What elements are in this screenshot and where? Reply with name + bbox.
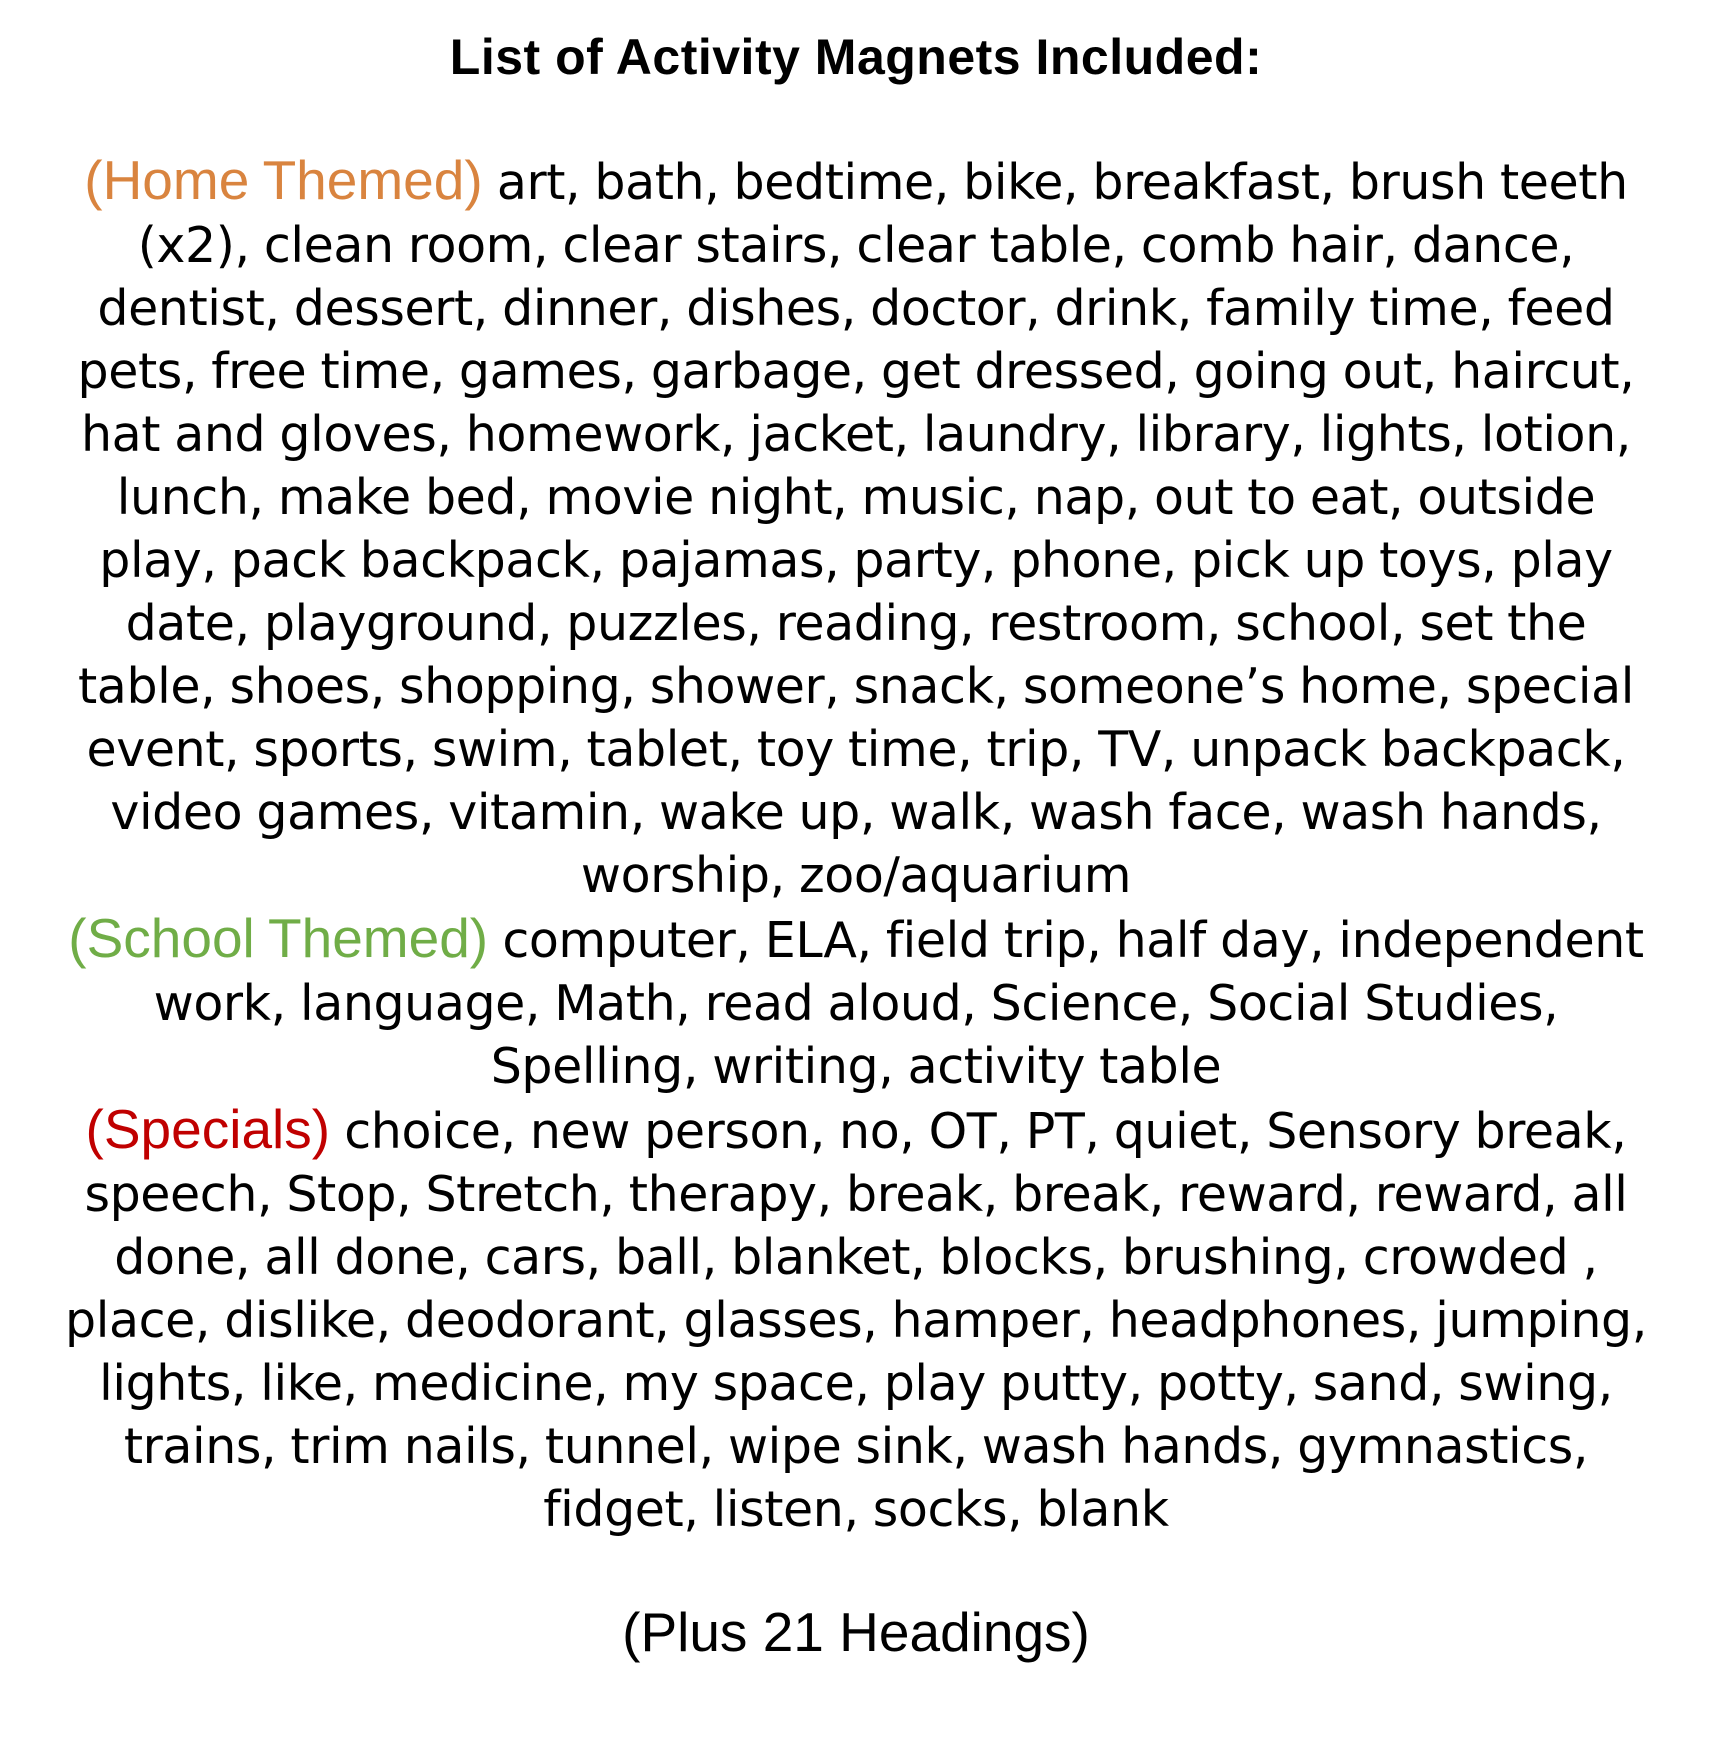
specials-items: choice, new person, no, OT, PT, quiet, Sensory break, speech, Stop, Stretch, therapy, break, break, reward, reward, all done, all done, cars, ball, blanket, blocks, brushing, crowded , place, dislike, deodorant, glasses, hamper, headphones, jumping, lights, like, medicine, my space, play putty, potty, sand, swing, trains, trim nails, tunnel, wipe sink, wash hands, gymnastics, fidget, listen, socks, blank — [65, 1103, 1647, 1538]
headings-count-note: (Plus 21 Headings) — [622, 1601, 1090, 1663]
home-themed-heading: (Home Themed) — [84, 149, 483, 211]
school-themed-section — [62, 907, 1650, 1098]
home-themed-items: art, bath, bedtime, bike, breakfast, brush teeth (x2), clean room, clear stairs, clear table, comb hair, dance, dentist, dessert, dinner, dishes, doctor, drink, family time, feed pets, free time, games, garbage, get dressed, going out, haircut, hat and gloves, homework, jacket, laundry, library, lights, lotion, lunch, make bed, movie night, music, nap, out to eat, outside play, pack backpack, pajamas, party, phone, pick up toys, play date, playground, puzzles, reading, restroom, school, set the table, shoes, shopping, shower, snack, someone’s home, special event, sports, swim, tablet, toy time, trip, TV, unpack backpack, video games, vitamin, wake up, walk, wash face, wash hands, worship, zoo/aquarium — [77, 154, 1635, 904]
specials-section — [62, 1098, 1650, 1541]
specials-heading: (Specials) — [85, 1098, 331, 1160]
school-themed-items: computer, ELA, field trip, half day, independent work, language, Math, read aloud, Science, Social Studies, Spelling, writing, activity table — [153, 912, 1644, 1095]
home-themed-section — [62, 149, 1650, 907]
page-title: List of Activity Magnets Included: — [449, 29, 1263, 85]
school-themed-heading: (School Themed) — [68, 907, 489, 969]
